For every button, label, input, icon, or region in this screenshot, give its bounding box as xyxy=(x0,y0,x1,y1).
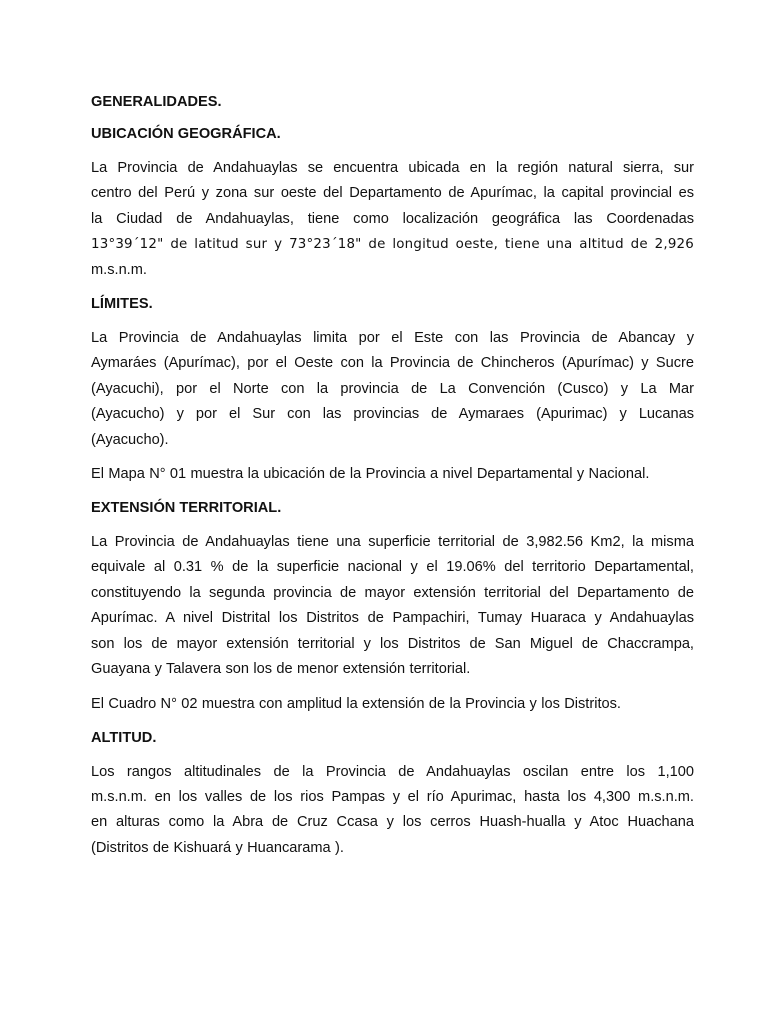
document-page xyxy=(91,92,694,872)
text-line: Aymaráes (Apurímac), por el Oeste con la Provincia de Chincheros (Apurímac) y Sucre xyxy=(91,355,694,372)
text-line: en alturas como la Abra de Cruz Ccasa y los cerros Huash-hualla y Atoc Huachana xyxy=(91,814,694,831)
text-line: son los de mayor extensión territorial y los Distritos de San Miguel de Chaccrampa, xyxy=(91,635,694,652)
text-line: centro del Perú y zona sur oeste del Departamento de Apurímac, la capital provincial es xyxy=(91,185,694,202)
paragraph-ubicacion xyxy=(91,156,694,283)
heading-generalidades: GENERALIDADES. xyxy=(91,94,222,110)
text-line: Los rangos altitudinales de la Provincia de Andahuaylas oscilan entre los 1,100 xyxy=(91,763,694,780)
text-line: equivale al 0.31 % de la superficie nacional y el 19.06% del territorio Departamental, xyxy=(91,559,694,576)
text-line: (Ayacuchi), por el Norte con la provincia de La Convención (Cusco) y La Mar xyxy=(91,380,694,397)
heading-limites: LÍMITES. xyxy=(91,296,153,313)
text-line: m.s.n.m. en los valles de los rios Pampas y el río Apurimac, hasta los 4,300 m.s.n.m. xyxy=(91,788,694,805)
text-line: La Provincia de Andahuaylas limita por el Este con las Provincia de Abancay y xyxy=(91,330,694,347)
text-line: constituyendo la segunda provincia de mayor extensión territorial del Departamento de xyxy=(91,584,694,601)
text-line: La Provincia de Andahuaylas tiene una superficie territorial de 3,982.56 Km2, la misma xyxy=(91,534,694,551)
text-line: la Ciudad de Andahuaylas, tiene como localización geográfica las Coordenadas xyxy=(91,210,694,227)
heading-altitud: ALTITUD. xyxy=(91,729,157,746)
text-line: Guayana y Talavera son los de menor extensión territorial. xyxy=(91,661,471,678)
paragraph-altitud xyxy=(91,760,694,862)
paragraph-limites xyxy=(91,326,694,453)
paragraph-mapa-note: El Mapa N° 01 muestra la ubicación de la Provincia a nivel Departamental y Nacional. xyxy=(91,466,650,483)
text-line: (Ayacucho) y por el Sur con las provincias de Aymaraes (Apurimac) y Lucanas xyxy=(91,406,694,423)
text-line: La Provincia de Andahuaylas se encuentra ubicada en la región natural sierra, sur xyxy=(91,160,694,176)
heading-extension: EXTENSIÓN TERRITORIAL. xyxy=(91,500,282,517)
text-line: Apurímac. A nivel Distrital los Distritos de Pampachiri, Tumay Huaraca y Andahuaylas xyxy=(91,610,694,627)
text-line: m.s.n.m. xyxy=(91,261,147,278)
paragraph-cuadro-note: El Cuadro N° 02 muestra con amplitud la extensión de la Provincia y los Distritos. xyxy=(91,695,621,712)
text-line: (Distritos de Kishuará y Huancarama ). xyxy=(91,839,344,856)
text-line: (Ayacucho). xyxy=(91,431,169,448)
coordinates-line: 13°39´12" de latitud sur y 73°23´18" de longitud oeste, tiene una altitud de 2,926 xyxy=(91,237,694,253)
heading-ubicacion: UBICACIÓN GEOGRÁFICA. xyxy=(91,126,281,142)
paragraph-extension xyxy=(91,530,694,682)
